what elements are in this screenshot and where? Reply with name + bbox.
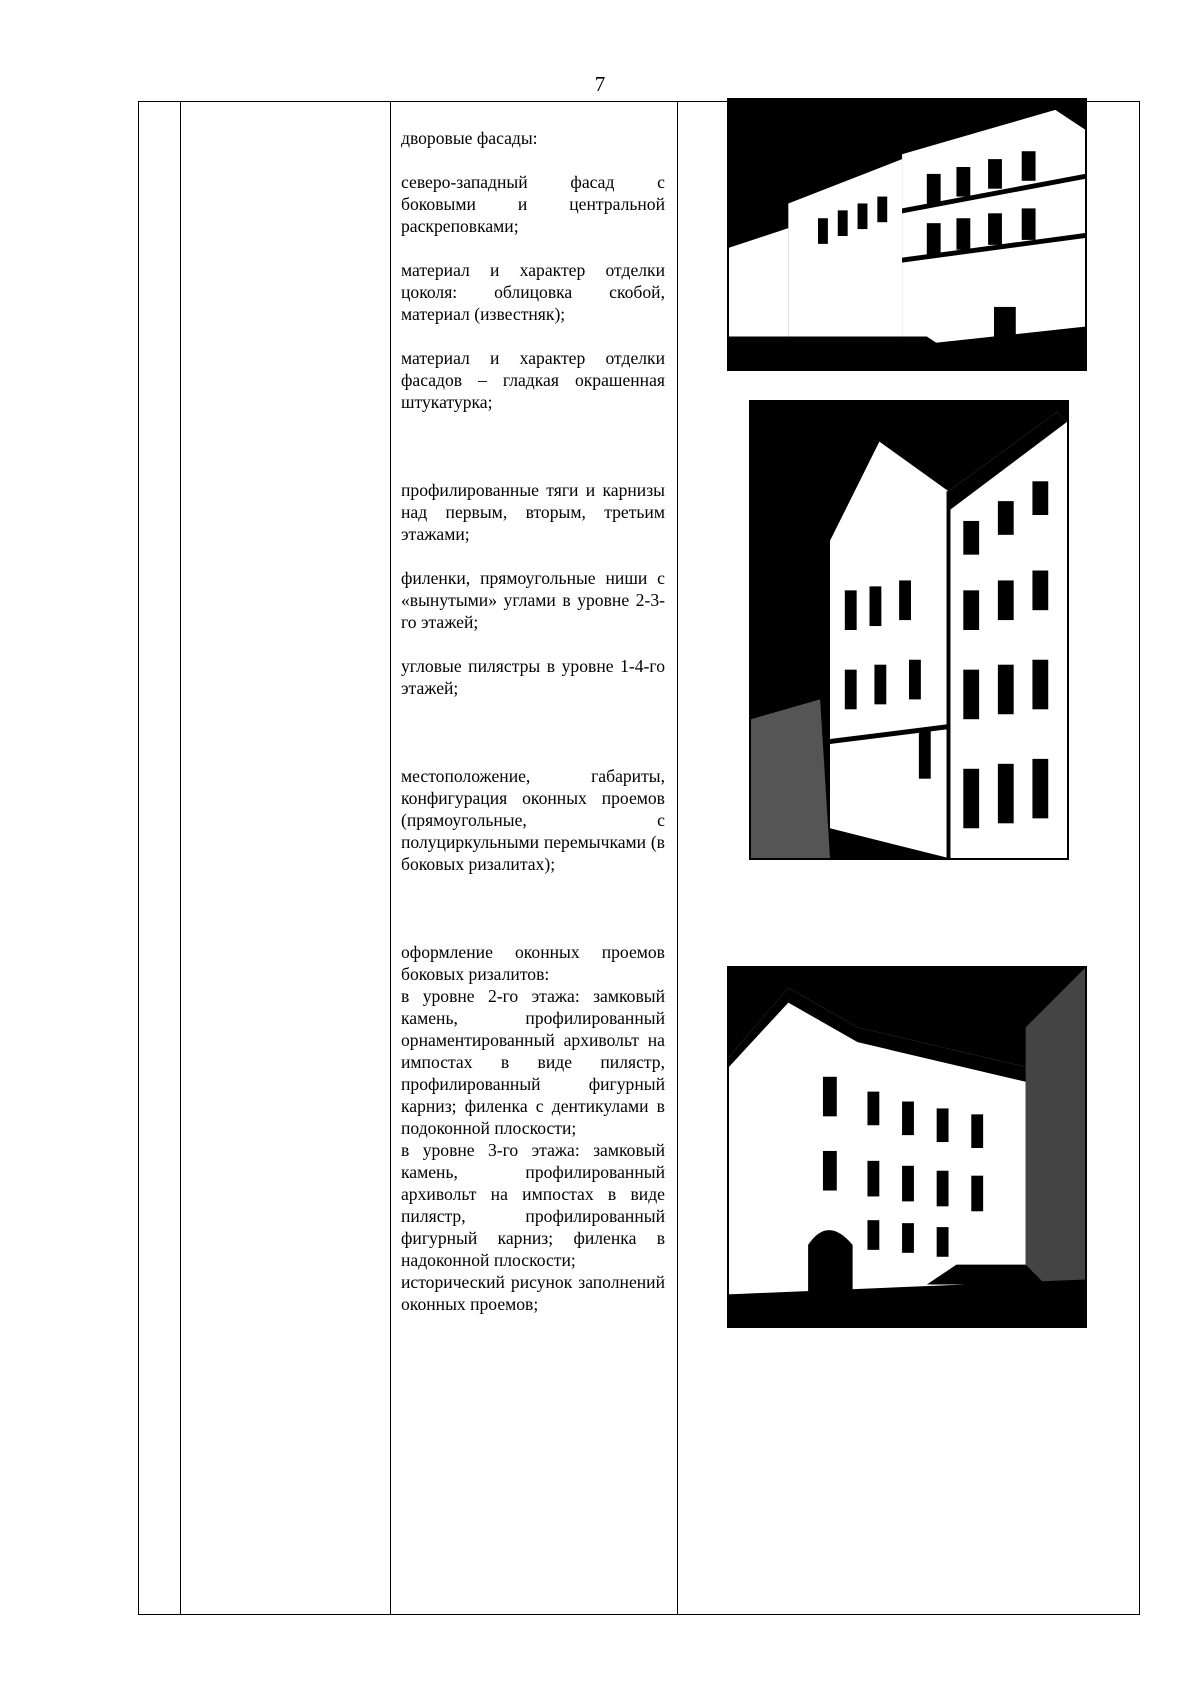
building-photo-icon (751, 402, 1067, 858)
page-number: 7 (594, 72, 606, 96)
paragraph-corner-pilasters: угловые пилястры в уровне 1-4-го этажей; (401, 656, 665, 698)
paragraph-northwest-facade: северо-западный фасад с боковыми и центральной раскреповками; (401, 172, 665, 236)
table-column-divider (677, 101, 678, 1615)
paragraph-second-floor: в уровне 2-го этажа: замковый камень, профилированный орнаментированный архивольт на импостах в виде пилястр, профилированный фигурный карниз; филенка с дентикулами в подоконной плоскости; (401, 986, 665, 1138)
facade-photo-1 (727, 98, 1087, 371)
paragraph-cornices: профилированные тяги и карнизы над первым, вторым, третьим этажами; (401, 480, 665, 544)
paragraph-window-openings: местоположение, габариты, конфигурация оконных проемов (прямоугольные, с полуциркульными перемычками (в боковых ризалитах); (401, 766, 665, 874)
description-column (401, 127, 665, 1315)
paragraph-facade-finish: материал и характер отделки фасадов – гладкая окрашенная штукатурка; (401, 348, 665, 412)
paragraph-third-floor: в уровне 3-го этажа: замковый камень, профилированный архивольт на импостах в виде пилястр, профилированный фигурный карниз; филенка в надоконной плоскости; (401, 1140, 665, 1270)
building-photo-icon (729, 968, 1085, 1326)
paragraph-panels-niches: филенки, прямоугольные ниши с «вынутыми» углами в уровне 2-3-го этажей; (401, 568, 665, 632)
paragraph-plinth-finish: материал и характер отделки цоколя: облицовка скобой, материал (известняк); (401, 260, 665, 324)
paragraph-window-fillings: исторический рисунок заполнений оконных проемов; (401, 1272, 665, 1314)
paragraph-courtyard-facades: дворовые фасады: (401, 128, 538, 148)
table-column-divider (180, 101, 181, 1615)
facade-photo-2 (749, 400, 1069, 860)
table-column-divider (390, 101, 391, 1615)
facade-photo-3 (727, 966, 1087, 1328)
building-photo-icon (729, 100, 1085, 369)
paragraph-window-decoration: оформление оконных проемов боковых ризалитов: (401, 942, 665, 984)
